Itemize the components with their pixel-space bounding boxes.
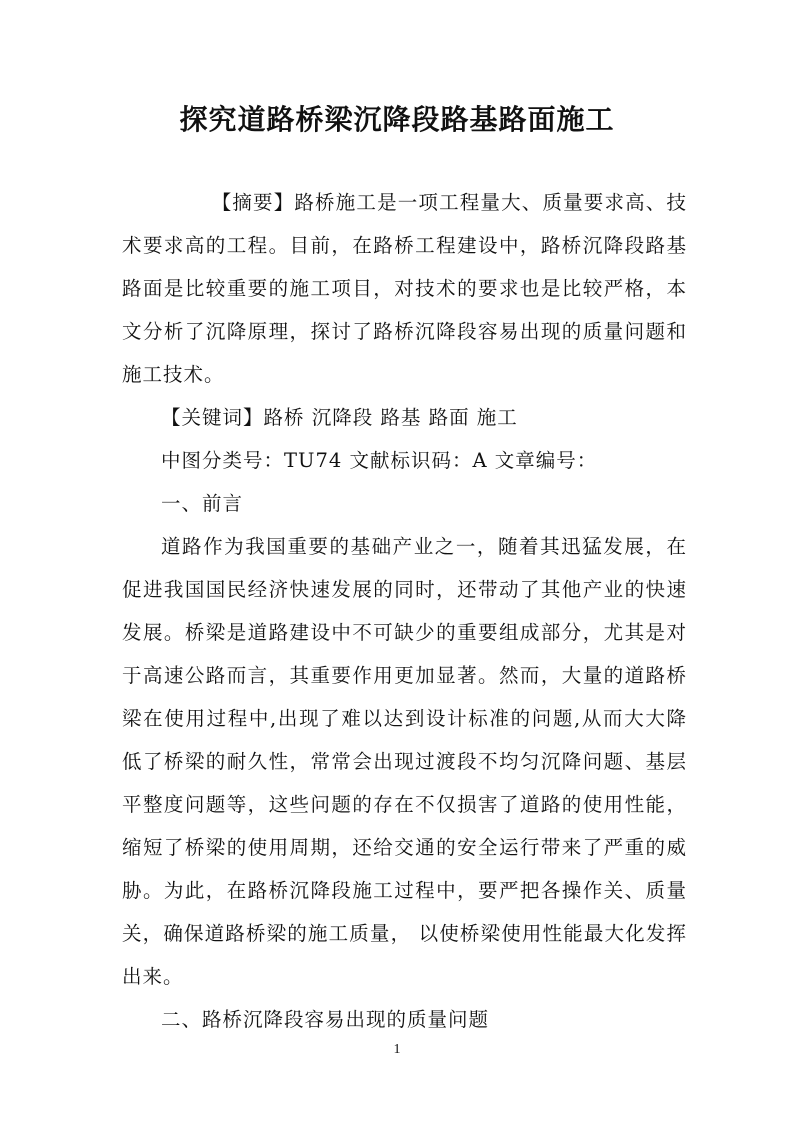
classification-line: 中图分类号：TU74 文献标识码：A 文章编号： [161, 449, 598, 472]
document-body [122, 181, 687, 1041]
section-heading-preface: 一、前言 [161, 492, 244, 515]
abstract-paragraph: 【摘要】路桥施工是一项工程量大、质量要求高、技术要求高的工程。目前，在路桥工程建设中，路桥沉降段路基路面是比较重要的施工项目，对技术的要求也是比较严格，本文分析了沉降原理，探讨了路桥沉降段容易出现的质量问题和施工技术。 [122, 191, 687, 386]
keywords-line: 【关键词】路桥 沉降段 路基 路面 施工 [161, 406, 518, 429]
preface-paragraph: 道路作为我国重要的基础产业之一，随着其迅猛发展，在促进我国国民经济快速发展的同时，还带动了其他产业的快速发展。桥梁是道路建设中不可缺少的重要组成部分，尤其是对于高速公路而言，其重要作用更加显著。然而，大量的道路桥梁在使用过程中,出现了难以达到设计标准的问题,从而大大降低了桥梁的耐久性，常常会出现过渡段不均匀沉降问题、基层平整度问题等，这些问题的存在不仅损害了道路的使用性能，缩短了桥梁的使用周期，还给交通的安全运行带来了严重的威胁。为此，在路桥沉降段施工过程中，要严把各操作关、质量关，确保道路桥梁的施工质量， 以使桥梁使用性能最大化发挥出来。 [122, 535, 687, 988]
document-title: 探究道路桥梁沉降段路基路面施工 [179, 103, 615, 136]
section-heading-quality-problems: 二、路桥沉降段容易出现的质量问题 [161, 1008, 490, 1031]
page-number: 1 [393, 1042, 401, 1057]
